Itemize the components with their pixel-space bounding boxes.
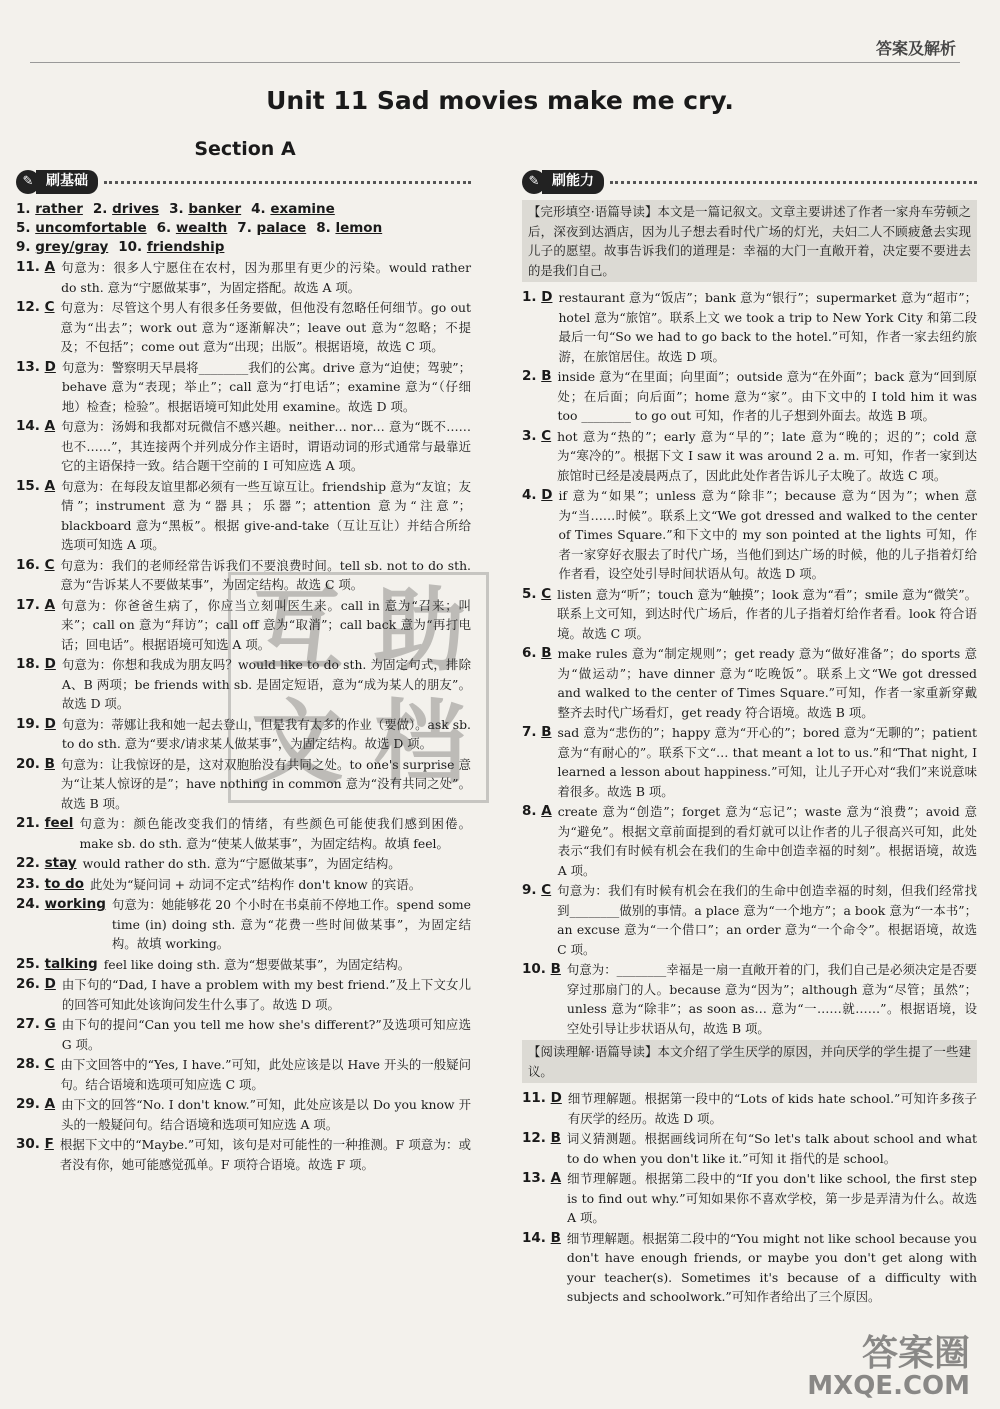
answer-item (16, 358, 471, 417)
question-number: 22. (16, 855, 45, 871)
answer-item (522, 1169, 977, 1228)
question-number: 28. (16, 1056, 45, 1072)
answer-item (16, 417, 471, 476)
answer-explanation: create 意为“创造”；forget 意为“忘记”；waste 意为“浪费”；avoid 意为“避免”。根据文章前面提到的看灯就可以让作者的儿子很高兴可知，此处表示“我们有时候有机会在我们的生命中创造幸福的时刻”。根据语境，故选 A 项。 (557, 804, 977, 878)
stamp-char: 互 (251, 577, 344, 685)
answer-number (16, 895, 106, 954)
answer-key: A (44, 418, 56, 434)
answer-key: stay (44, 855, 77, 871)
question-number: 14. (16, 418, 45, 434)
answer-key: C (541, 882, 552, 898)
answer-item (16, 1135, 471, 1174)
answer-explanation: 句意为：警察明天早晨将________我们的公寓。drive 意为“迫使；驾驶”；behave 意为“表现；举止”；call 意为“打电话”；examine 意为“（仔细地）检查；检验”。根据语境可知此处用 examine。故选 D 项。 (61, 359, 471, 414)
answer-number (522, 427, 551, 486)
answer-number (16, 1095, 55, 1134)
answer-item (16, 895, 471, 954)
answer-key: A (44, 596, 56, 613)
answer-key: C (541, 427, 552, 444)
dotted-divider (610, 181, 977, 184)
answer-number (522, 1089, 562, 1128)
answer-item (16, 258, 471, 297)
answer-number (522, 960, 561, 1038)
right-answer-list (522, 288, 977, 1038)
vocab-answer: 2. drives (92, 201, 160, 217)
answer-number (16, 596, 55, 655)
answer-number (16, 814, 73, 853)
answer-key: B (541, 368, 552, 384)
question-number: 8. (522, 803, 542, 819)
watermark-small: MXQE.COM (807, 1371, 970, 1401)
question-number: 26. (16, 976, 45, 992)
question-number: 25. (16, 955, 45, 972)
answer-item (522, 723, 977, 801)
answer-key: talking (44, 955, 98, 972)
answer-explanation: sad 意为“悲伤的”；happy 意为“开心的”；bored 意为“无聊的”；patient 意为“有耐心的”。联系下文“… that meant a lot to us.”和“That night, I learned a lesson about happiness.”可知，让儿子开心对“我们”来说意味着很多。故选 B 项。 (557, 725, 977, 799)
answer-number (522, 585, 551, 644)
question-number: 21. (16, 815, 45, 831)
answer-key: B (550, 1130, 561, 1146)
answer-number (16, 298, 55, 357)
question-number: 12. (522, 1130, 551, 1146)
answer-item (522, 288, 977, 366)
badge-ability-label: 刷能力 (542, 170, 604, 194)
answer-item (522, 644, 977, 722)
badge-basic (16, 170, 471, 194)
answer-item (16, 814, 471, 853)
question-number: 17. (16, 596, 45, 613)
answer-key: D (541, 289, 553, 305)
answer-key: A (44, 259, 56, 275)
answer-explanation: 由下文回答中的“Yes, I have.”可知，此处应该是以 Have 开头的一般疑问句。结合语境和选项可知应选 C 项。 (60, 1057, 471, 1092)
dotted-divider (104, 181, 471, 184)
question-number: 19. (16, 715, 45, 732)
answer-explanation: 句意为：很多人宁愿住在农村，因为那里有更少的污染。would rather do sth. 意为“宁愿做某事”，为固定搭配。故选 A 项。 (61, 260, 471, 295)
answer-number (16, 1055, 55, 1094)
vocab-answer: 6. wealth (156, 220, 228, 236)
answer-explanation: inside 意为“在里面；向里面”；outside 意为“在外面”；back 意为“回到原处；在后面；向后面”；home 意为“家”。由下文中的 I told him it was too ________ to go out 可知，作者的儿子想到外面去。故选 B 项。 (557, 369, 977, 423)
answer-explanation: 句意为：我们的老师经常告诉我们不要浪费时间。tell sb. not to do sth. 意为“告诉某人不要做某事”，为固定结构。故选 C 项。 (60, 557, 471, 592)
answer-explanation: 句意为：________幸福是一扇一直敞开着的门，我们自己是必须决定是否要穿过那扇门的人。because 意为“因为”；although 意为“尽管；虽然”；unless 意为“除非”；as soon as… 意为“一……就……”。根据语境，设空处引导让步状语从句，故选 B 项。 (566, 962, 977, 1036)
answer-explanation: if 意为“如果”；unless 意为“除非”；because 意为“因为”；when 意为“当……时候”。联系上文“We got dressed and walked to the center of Times Square.”和下文中的 my son pointed at the lights 可知，作者一家穿好衣服去了时代广场，当他们到达广场的时候，他的儿子指着灯给作者看，设空处引导时间状语从句。故选 D 项。 (558, 488, 977, 581)
answer-item (522, 427, 977, 486)
answer-explanation: 句意为：她能够花 20 个小时在书桌前不停地工作。spend some time (in) doing sth. 意为“花费一些时间做某事”，为固定结构。故填 working。 (111, 897, 471, 951)
vocab-row (16, 219, 471, 238)
answer-key: to do (44, 875, 84, 892)
answer-number (522, 288, 552, 366)
answer-number (16, 1135, 54, 1174)
question-number: 23. (16, 875, 45, 892)
answer-explanation: 由下句的提问“Can you tell me how she's different?”及选项可知应选 G 项。 (61, 1017, 471, 1052)
answer-explanation: 句意为：尽管这个男人有很多任务要做，但他没有忽略任何细节。go out 意为“出去”；work out 意为“逐渐解决”；leave out 意为“忽略；不提及；不包括”；come out 意为“出现；出版”。根据语境，故选 C 项。 (60, 300, 471, 354)
cloze-guide-box: 【完形填空·语篇导读】本文是一篇记叙文。文章主要讲述了作者一家舟车劳顿之后，深夜到达酒店，因为儿子想去看时代广场的灯光，夫妇二人不顾疲惫去实现儿子的愿望。故事告诉我们的道理是：幸福的大门一直敞开着，决定要不要进去的是我们自己。 (522, 200, 977, 282)
question-number: 11. (16, 259, 45, 275)
vocab-row (16, 238, 471, 257)
question-number: 16. (16, 556, 45, 573)
answer-explanation: 由下句的“Dad, I have a problem with my best friend.”及上下文女儿的回答可知此处该询问发生什么事了。故选 D 项。 (61, 977, 471, 1012)
answer-item (16, 955, 471, 975)
vocab-answer: 10. friendship (118, 239, 225, 255)
answer-key: D (44, 715, 56, 732)
answer-key: A (550, 1170, 562, 1186)
vocab-row (16, 200, 471, 219)
right-answer-list-2 (522, 1089, 977, 1307)
answer-number (16, 875, 84, 895)
answer-number (522, 644, 552, 722)
vocab-answer: 5. uncomfortable (16, 220, 147, 236)
corner-watermark (807, 1333, 970, 1401)
answer-key: A (44, 1096, 56, 1112)
answer-key: D (44, 976, 56, 992)
header-divider (30, 62, 960, 63)
answer-key: B (44, 755, 55, 772)
badge-basic-label: 刷基础 (36, 170, 98, 194)
answer-number (522, 1229, 561, 1307)
answer-number (16, 854, 77, 874)
question-number: 13. (522, 1170, 551, 1186)
question-number: 12. (16, 299, 45, 315)
answer-explanation: hot 意为“热的”；early 意为“早的”；late 意为“晚的；迟的”；cold 意为“寒冷的”。根据下文 I saw it was around 2 a. m. 可知，作者一家到达旅馆时已经是凌晨两点了，因此此处作者告诉儿子太晚了。故选 C 项。 (557, 428, 977, 483)
watermark-stamp (228, 572, 489, 803)
answer-key: B (541, 724, 552, 740)
answer-item (522, 486, 977, 584)
answer-explanation: 细节理解题。根据第二段中的“If you don't like school, the first step is to find out why.”可知如果你不喜欢学校，第一步是弄清为什么。故选 A 项。 (567, 1171, 977, 1225)
answer-explanation: make rules 意为“制定规则”；get ready 意为“做好准备”；do sports 意为“做运动”；have dinner 意为“吃晚饭”。联系上文“We got dressed and walked to the center of Times Square.”可知，作者一家重新穿戴整齐去时代广场看灯，get ready 符合语境。故选 B 项。 (557, 646, 977, 720)
answer-item (522, 881, 977, 959)
question-number: 18. (16, 656, 45, 672)
answer-item (16, 1055, 471, 1094)
answer-number (522, 1169, 561, 1228)
question-number: 1. (522, 289, 542, 305)
answer-key: G (44, 1016, 56, 1032)
answer-explanation: 词义猜测题。根据画线词所在句“So let's talk about school and what to do when you don't like it.”可知 it 指代的是 school。 (566, 1131, 977, 1166)
answer-explanation: 句意为：蒂娜让我和她一起去登山，但是我有太多的作业（要做）。ask sb. to do sth. 意为“要求/请求某人做某事”，为固定结构。故选 D 项。 (61, 716, 471, 751)
answer-key: B (550, 1229, 561, 1246)
question-number: 6. (522, 645, 542, 661)
answer-number (16, 417, 55, 476)
answer-key: D (44, 358, 56, 375)
answer-key: A (44, 477, 56, 494)
answer-item (522, 1129, 977, 1168)
question-number: 10. (522, 961, 551, 977)
vocab-answer: 9. grey/gray (16, 239, 109, 255)
question-number: 14. (522, 1229, 551, 1246)
answer-number (16, 477, 55, 555)
vocab-answer: 4. examine (251, 201, 335, 217)
vocab-answer: 3. banker (169, 201, 242, 217)
answer-item (16, 975, 471, 1014)
question-number: 7. (522, 724, 542, 740)
answer-explanation: 细节理解题。根据第二段中的“You might not like school because you don't have enough friends, or maybe you don't get along with your teacher(s). Sometimes it's because of a difficulty with subjects and schoolwork.”可知作者给出了三个原因。 (566, 1230, 977, 1304)
badge-ability (522, 170, 977, 194)
answer-explanation: feel like doing sth. 意为“想要做某事”，为固定结构。 (103, 956, 411, 972)
answer-explanation: would rather do sth. 意为“宁愿做某事”，为固定结构。 (82, 856, 401, 871)
answer-number (16, 1015, 56, 1054)
answer-item (522, 367, 977, 426)
answer-explanation: 由下文的回答“No. I don't know.”可知，此处应该是以 Do you know 开头的一般疑问句。结合语境和选项可知应选 A 项。 (61, 1097, 471, 1132)
answer-item (16, 1015, 471, 1054)
vocab-answer: 8. lemon (316, 220, 383, 236)
answer-explanation: 细节理解题。根据第一段中的“Lots of kids hate school.”可知许多孩子有厌学的经历。故选 D 项。 (567, 1091, 977, 1126)
answer-key: F (44, 1136, 54, 1152)
stamp-char: 档 (373, 689, 466, 797)
answer-key: D (550, 1090, 562, 1106)
answer-explanation: restaurant 意为“饭店”；bank 意为“银行”；supermarket 意为“超市”；hotel 意为“旅馆”。联系上文 we took a trip to New York City 和第二段最后一句“So we had to go back to the hotel.”可知，作者一家去纽约旅游，在旅馆居住。故选 D 项。 (558, 290, 977, 364)
answer-key: working (44, 896, 106, 912)
question-number: 15. (16, 477, 45, 494)
question-number: 11. (522, 1090, 551, 1106)
answer-key: B (541, 645, 552, 661)
answer-explanation: 句意为：在每段友谊里都必须有一些互谅互让。friendship 意为“友谊；友情”；instrument 意为“器具；乐器”；attention 意为“注意”；blackboard 意为“黑板”。根据 give-and-take（互让互让）并结合所给选项可知选 A 项。 (61, 478, 471, 552)
answer-number (522, 1129, 561, 1168)
answer-explanation: 句意为：汤姆和我都对玩微信不感兴趣。neither… nor… 意为“既不……也不……”，其连接两个并列成分作主语时，谓语动词的形式通常与最靠近它的主语保持一致。结合题干空前的 I 可知应选 A 项。 (61, 419, 471, 473)
answer-number (16, 755, 55, 814)
answer-explanation: 句意为：颜色能改变我们的情绪，有些颜色可能使我们感到困倦。make sb. do sth. 意为“使某人做某事”，为固定结构。故填 feel。 (79, 816, 471, 851)
answer-key: feel (44, 815, 74, 831)
answer-key: D (541, 487, 553, 503)
answer-number (522, 486, 552, 584)
answer-key: C (44, 1056, 55, 1072)
question-number: 3. (522, 427, 542, 444)
answer-item (16, 854, 471, 874)
answer-key: A (541, 803, 552, 819)
watermark-big: 答案圈 (861, 1333, 970, 1374)
answer-number (522, 881, 551, 959)
answer-number (16, 975, 56, 1014)
question-number: 13. (16, 358, 45, 375)
answer-item (16, 875, 471, 895)
answer-number (16, 655, 56, 714)
question-number: 2. (522, 368, 542, 384)
question-number: 24. (16, 896, 45, 912)
answer-item (522, 802, 977, 880)
pen-icon: ✎ (16, 170, 40, 194)
answer-explanation: 句意为：你爸爸生病了，你应当立刻叫医生来。call in 意为“召来；叫来”；call on 意为“拜访”；call off 意为“取消”；call back 意为“再打电话；回电话”。根据语境可知选 A 项。 (61, 597, 471, 652)
answer-number (522, 367, 552, 426)
pen-icon: ✎ (522, 170, 546, 194)
answer-key: C (44, 299, 55, 315)
answer-number (522, 723, 552, 801)
answer-item (16, 477, 471, 555)
vocab-answers (16, 200, 471, 257)
answer-explanation: 此处为“疑问词 + 动词不定式”结构作 don't know 的宾语。 (90, 876, 422, 892)
stamp-char: 文 (251, 689, 344, 797)
answer-explanation: 句意为：让我惊讶的是，这对双胞胎没有共同之处。to one's surprise 意为“让某人惊讶的是”；have nothing in common 意为“没有共同之处”。故选 B 项。 (60, 756, 471, 811)
right-column (522, 170, 977, 1307)
question-number: 9. (522, 882, 542, 898)
header-right-label: 答案及解析 (875, 39, 956, 58)
answer-explanation: 句意为：你想和我成为朋友吗？would like to do sth. 为固定句式，排除 A、B 两项；be friends with sb. 是固定短语，意为“成为某人的朋友”。故选 D 项。 (61, 657, 471, 711)
answer-item (16, 1095, 471, 1134)
vocab-answer: 7. palace (237, 220, 307, 236)
answer-key: C (541, 585, 552, 602)
section-heading: Section A (194, 138, 296, 160)
answer-key: B (550, 961, 561, 977)
answer-number (16, 955, 98, 975)
answer-item (522, 1229, 977, 1307)
question-number: 5. (522, 585, 542, 602)
vocab-answer: 1. rather (16, 201, 83, 217)
answer-item (16, 298, 471, 357)
answer-number (16, 358, 56, 417)
reading-guide-box: 【阅读理解·语篇导读】本文介绍了学生厌学的原因，并向厌学的学生提了一些建议。 (522, 1040, 977, 1083)
question-number: 27. (16, 1016, 45, 1032)
answer-explanation: 根据下文中的“Maybe.”可知，该句是对可能性的一种推测。F 项意为：或者没有你，她可能感觉孤单。F 项符合语境。故选 F 项。 (59, 1137, 471, 1172)
answer-item (522, 1089, 977, 1128)
answer-number (16, 556, 55, 595)
answer-number (522, 802, 552, 880)
answer-key: C (44, 556, 55, 573)
answer-key: D (44, 656, 56, 672)
answer-item (522, 960, 977, 1038)
question-number: 29. (16, 1096, 45, 1112)
answer-item (522, 585, 977, 644)
answer-number (16, 258, 55, 297)
stamp-char: 助 (373, 577, 466, 685)
question-number: 4. (522, 487, 542, 503)
question-number: 20. (16, 755, 45, 772)
page-title: Unit 11 Sad movies make me cry. (266, 86, 734, 115)
answer-explanation: 句意为：我们有时候有机会在我们的生命中创造幸福的时刻，但我们经常找到________做别的事情。a place 意为“一个地方”；a book 意为“一本书”；an excuse 意为“一个借口”；an order 意为“一个命令”。根据语境，故选 C 项。 (557, 883, 977, 957)
answer-explanation: listen 意为“听”；touch 意为“触摸”；look 意为“看”；smile 意为“微笑”。联系上文可知，到达时代广场后，作者的儿子指着灯给作者看。look 符合语境。故选 C 项。 (557, 586, 977, 641)
answer-number (16, 715, 56, 754)
question-number: 30. (16, 1136, 45, 1152)
